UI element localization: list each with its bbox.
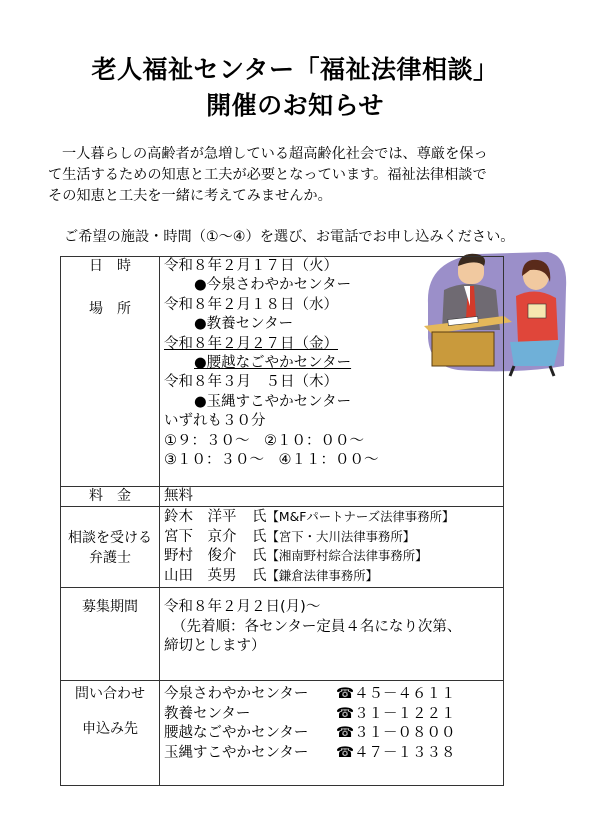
lawyer-item: 山田 英男 氏【鎌倉法律事務所】	[164, 567, 379, 584]
place-label: 場 所	[89, 301, 131, 318]
instruction-text: ご希望の施設・時間（①～④）を選び、お電話でお申し込みください。	[64, 229, 515, 245]
fee-value: 無料	[160, 487, 504, 507]
session-3-place: ●腰越なごやかセンター	[194, 354, 352, 371]
session-3-date: 令和８年２月２７日（金）	[164, 335, 338, 352]
contact-item: 玉縄すこやかセンター ☎４７－１３３８	[164, 744, 456, 761]
contact-label: 問い合わせ 申込み先	[61, 681, 160, 786]
duration-text: いずれも３０分	[164, 413, 266, 430]
intro-line-3: その知恵と工夫を一緒に考えてみませんか。	[48, 188, 332, 204]
contact-item: 腰越なごやかセンター ☎３１－０８００	[164, 725, 456, 742]
time-slots-1: ①９：３０～ ②１０：００～	[164, 432, 364, 449]
session-1-date: 令和８年２月１７日（火）	[164, 258, 338, 274]
period-label: 募集期間	[61, 588, 160, 681]
schedule-row	[61, 257, 504, 487]
session-4-date: 令和８年３月 ５日（木）	[164, 374, 338, 391]
telephone-icon: ☎	[336, 705, 355, 722]
contact-row	[61, 681, 504, 786]
fee-row	[61, 487, 504, 507]
intro-text	[48, 144, 553, 207]
time-slots-2: ③１０：３０～ ④１１：００～	[164, 451, 379, 468]
session-2-place: ●教養センター	[194, 316, 294, 333]
lawyers-row	[61, 507, 504, 588]
lawyers-label: 相談を受ける 弁護士	[61, 507, 160, 588]
period-row	[61, 588, 504, 681]
lawyer-item: 野村 俊介 氏【湘南野村綜合法律事務所】	[164, 548, 428, 565]
info-table	[60, 256, 504, 786]
intro-line-1: 一人暮らしの高齢者が急増している超高齢化社会では、尊厳を保っ	[62, 146, 488, 162]
telephone-icon: ☎	[336, 744, 355, 761]
lawyers-list	[160, 507, 504, 588]
session-4-place: ●玉縄すこやかセンター	[194, 393, 352, 410]
schedule-label-cell	[61, 257, 160, 487]
session-2-date: 令和８年２月１８日（水）	[164, 296, 338, 313]
date-label: 日 時	[89, 258, 131, 274]
period-value: 令和８年２月２日(月)～ （先着順：各センター定員４名になり次第、 締切とします）	[160, 588, 504, 681]
schedule-value-cell	[160, 257, 504, 487]
lawyer-item: 宮下 京介 氏【宮下・大川法律事務所】	[164, 528, 416, 545]
contact-item: 教養センター ☎３１－１２２１	[164, 705, 456, 722]
intro-line-2: て生活するための知恵と工夫が必要となっています。福祉法律相談で	[48, 167, 487, 183]
lawyer-item: 鈴木 洋平 氏【M&Fパートナーズ法律事務所】	[164, 509, 455, 526]
page-title: 老人福祉センター「福祉法律相談」	[91, 55, 499, 84]
session-1-place: ●今泉さわやかセンター	[194, 277, 352, 294]
telephone-icon: ☎	[336, 725, 355, 742]
fee-label: 料 金	[61, 487, 160, 507]
contact-list	[160, 681, 504, 786]
contact-item: 今泉さわやかセンター ☎４５－４６１１	[164, 686, 456, 703]
telephone-icon: ☎	[336, 686, 355, 703]
page-subtitle: 開催のお知らせ	[206, 91, 384, 120]
